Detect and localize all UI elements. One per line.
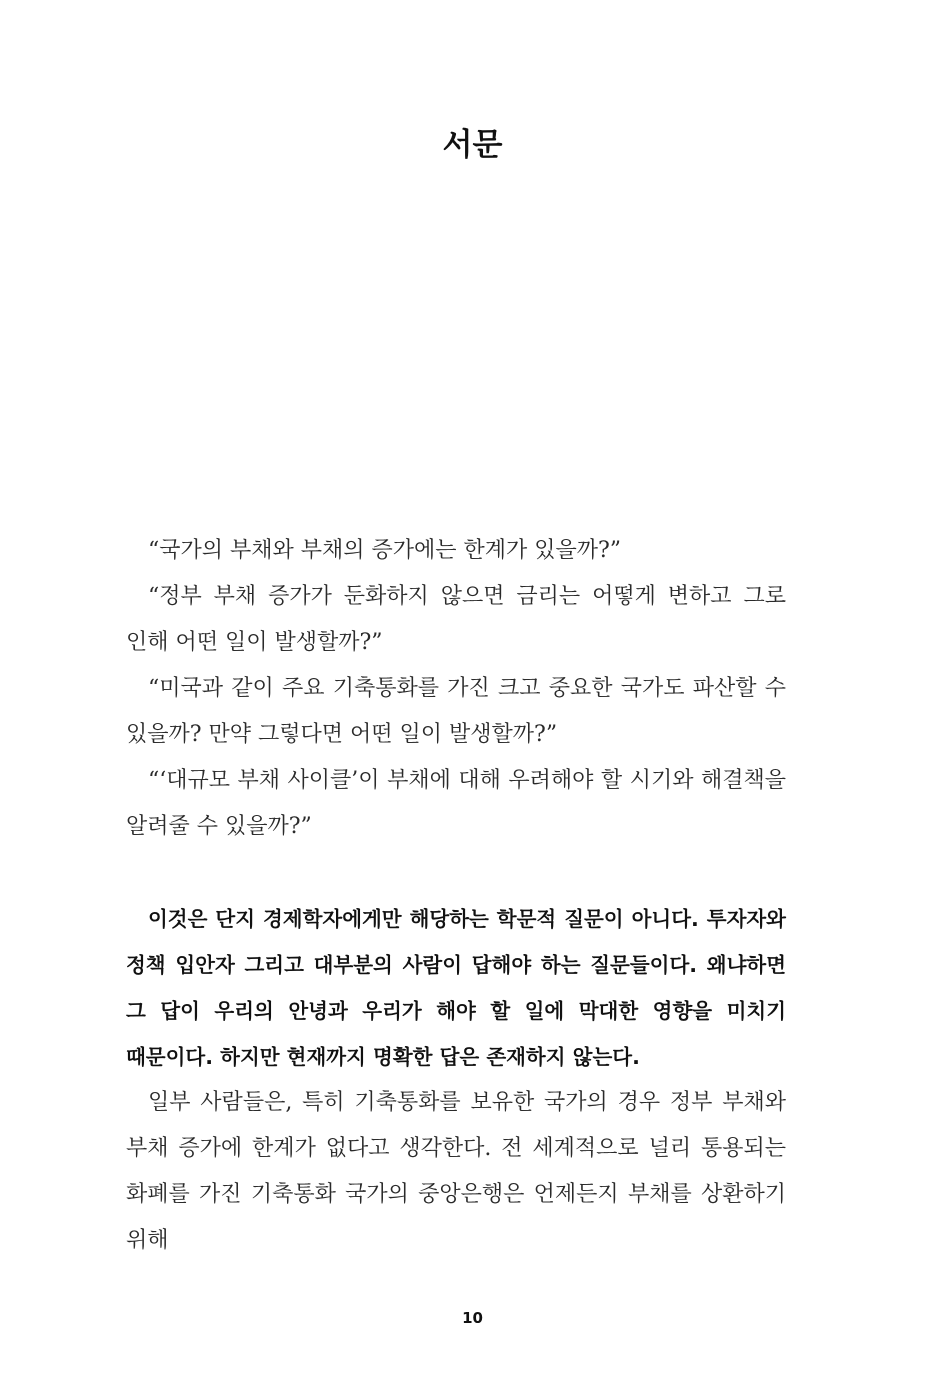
paragraph-gap — [126, 850, 786, 896]
page-number: 10 — [462, 1309, 483, 1327]
closing-paragraph: 일부 사람들은, 특히 기축통화를 보유한 국가의 경우 정부 부채와 부채 증가에 한계가 없다고 생각한다. 전 세계적으로 널리 통용되는 화폐를 가진 기축통화 국가의 중앙은행은 언제든지 부채를 상환하기 위해 — [126, 1090, 786, 1253]
question-paragraph-1: “국가의 부채와 부채의 증가에는 한계가 있을까?” — [148, 538, 622, 563]
emphasis-paragraph: 이것은 단지 경제학자에게만 해당하는 학문적 질문이 아니다. 투자자와 정책 입안자 그리고 대부분의 사람이 답해야 하는 질문들이다. 왜냐하면 그 답이 우리의 안녕과 우리가 해야 할 일에 막대한 영향을 미치기 때문이다. 하지만 현재까지 명확한 답은 존재하지 않는다. — [126, 907, 786, 1069]
question-paragraph-2: “정부 부채 증가가 둔화하지 않으면 금리는 어떻게 변하고 그로 인해 어떤 일이 발생할까?” — [126, 584, 786, 655]
chapter-title: 서문 — [442, 127, 503, 163]
body-text — [126, 528, 786, 1264]
question-paragraph-3: “미국과 같이 주요 기축통화를 가진 크고 중요한 국가도 파산할 수 있을까? 만약 그렇다면 어떤 일이 발생할까?” — [126, 676, 786, 747]
question-paragraph-4: “‘대규모 부채 사이클’이 부채에 대해 우려해야 할 시기와 해결책을 알려줄 수 있을까?” — [126, 768, 786, 839]
